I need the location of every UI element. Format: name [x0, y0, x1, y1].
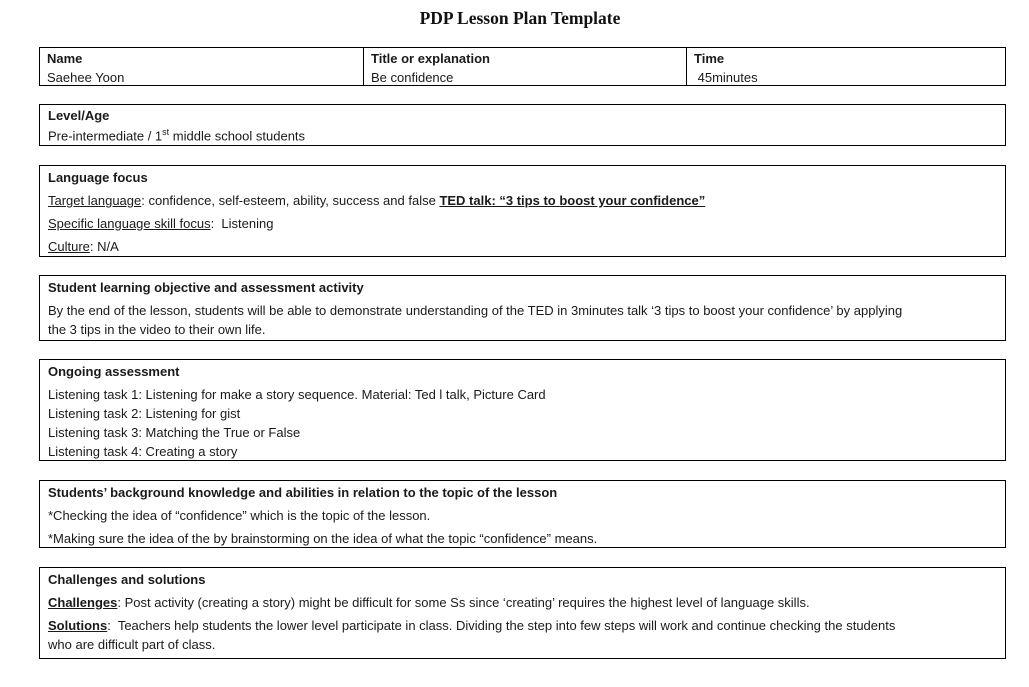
target-language-label: Target language: [48, 193, 142, 208]
listening-task: Listening task 1: Listening for make a story sequence. Material: Ted l talk, Picture Card: [48, 387, 546, 402]
listening-task: Listening task 3: Matching the True or False: [48, 425, 301, 440]
skill-focus-line: [48, 216, 273, 231]
language-focus-section: [39, 165, 1006, 257]
page-title: PDP Lesson Plan Template: [419, 8, 621, 28]
title-label: Title or explanation: [371, 51, 490, 66]
level-section: [39, 104, 1006, 146]
info-table: [39, 47, 1006, 86]
level-text-main: Pre-intermediate / 1: [48, 128, 163, 144]
challenges-section: [39, 567, 1006, 659]
level-heading: Level/Age: [48, 108, 110, 123]
challenges-text: : Post activity (creating a story) might be difficult for some Ss since ‘creating’ requires the highest level of language skills.: [117, 595, 810, 610]
ongoing-assessment-section: [39, 359, 1006, 461]
objective-section: [39, 275, 1006, 341]
name-label: Name: [47, 51, 83, 66]
name-cell: [40, 48, 363, 85]
time-value: 45minutes: [694, 70, 758, 85]
time-cell: [686, 48, 1007, 85]
skill-focus-label: Specific language skill focus: [48, 216, 211, 231]
ted-talk-title: TED talk: “3 tips to boost your confidence”: [439, 193, 706, 208]
listening-task: Listening task 4: Creating a story: [48, 444, 238, 459]
solutions-line: [48, 618, 895, 633]
name-value: Saehee Yoon: [47, 70, 125, 85]
listening-task: Listening task 2: Listening for gist: [48, 406, 241, 421]
background-line-2: *Making sure the idea of the by brainstorming on the idea of what the topic “confidence” means.: [48, 531, 598, 546]
background-line-1: *Checking the idea of “confidence” which is the topic of the lesson.: [48, 508, 431, 523]
background-heading: Students’ background knowledge and abilities in relation to the topic of the lesson: [48, 485, 558, 500]
level-text: [48, 127, 305, 143]
culture-label: Culture: [48, 239, 90, 254]
solutions-line-2: who are difficult part of class.: [48, 637, 216, 652]
solutions-label: Solutions: [48, 618, 108, 633]
target-language-text: : confidence, self-esteem, ability, success and false: [141, 193, 440, 208]
skill-focus-text: : Listening: [210, 216, 274, 231]
objective-heading: Student learning objective and assessment activity: [48, 280, 364, 295]
culture-text: : N/A: [89, 239, 119, 254]
title-cell: [363, 48, 686, 85]
level-text-rest: middle school students: [169, 128, 306, 144]
challenges-line: [48, 595, 810, 610]
challenges-label: Challenges: [48, 595, 118, 610]
solutions-text: : Teachers help students the lower level participate in class. Dividing the step into few steps will work and continue checking the students: [107, 618, 896, 633]
culture-line: [48, 239, 119, 254]
target-language-line: [48, 193, 705, 208]
level-superscript: st: [162, 127, 170, 137]
language-focus-heading: Language focus: [48, 170, 148, 185]
objective-line-2: the 3 tips in the video to their own life.: [48, 322, 266, 337]
ongoing-heading: Ongoing assessment: [48, 364, 180, 379]
challenges-heading: Challenges and solutions: [48, 572, 206, 587]
background-section: [39, 480, 1006, 548]
objective-line-1: By the end of the lesson, students will be able to demonstrate understanding of the TED in 3minutes talk ‘3 tips to boost your confidence’ by applying: [48, 303, 903, 318]
time-label: Time: [694, 51, 725, 66]
title-value: Be confidence: [371, 70, 454, 85]
